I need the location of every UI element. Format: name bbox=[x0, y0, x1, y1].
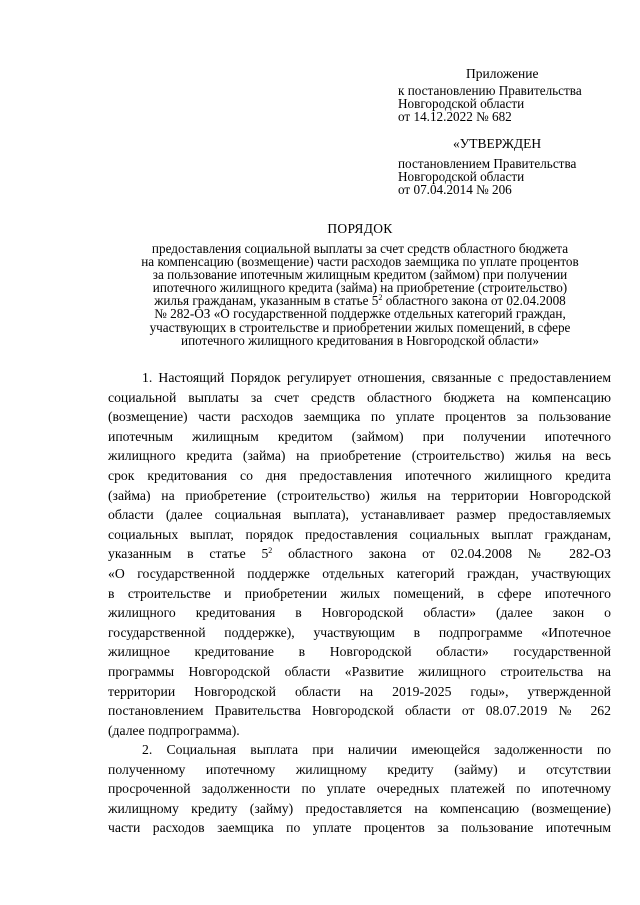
paragraph-line bbox=[108, 544, 611, 564]
decree-line: от 14.12.2022 № 682 bbox=[398, 109, 512, 124]
decree-line: к постановлению Правительства bbox=[398, 83, 582, 98]
subtitle-line: № 282-ОЗ «О государственной поддержке отдельных категорий граждан, bbox=[154, 306, 566, 322]
paragraph-line: территории Новгородской области на 2019-2025 годы», утвержденной bbox=[108, 683, 611, 699]
paragraph-line: социальных выплат, порядок предоставления социальных выплат гражданам, bbox=[108, 526, 611, 542]
paragraph-line: жилищного кредитования в Новгородской области» (далее закон о bbox=[108, 605, 611, 621]
subtitle-line: участвующих в строительстве и приобретении жилых помещений, в сфере bbox=[149, 319, 571, 335]
superscript: 2 bbox=[378, 293, 383, 303]
subtitle-text: областного закона от 02.04.2008 bbox=[382, 293, 566, 309]
document-title: ПОРЯДОК bbox=[327, 221, 393, 236]
paragraph-line: (далее подпрограмма). bbox=[108, 722, 240, 738]
paragraph-line: жилищное кредитование в Новгородской области» государственной bbox=[108, 644, 611, 660]
paragraph-line: 2. Социальная выплата при наличии имеющейся задолженности по bbox=[142, 742, 611, 757]
subtitle-line: ипотечного жилищного кредитования в Новгородской области» bbox=[181, 332, 539, 348]
approved-line: от 07.04.2014 № 206 bbox=[398, 182, 512, 197]
paragraph-line: (возмещение) части расходов заемщика по уплате процентов за пользование bbox=[108, 409, 611, 425]
paragraph-line: государственной поддержке), участвующим в подпрограмме «Ипотечное bbox=[108, 624, 611, 640]
subtitle-line: на компенсацию (возмещение) части расходов заемщика по уплате процентов bbox=[141, 254, 579, 270]
paragraph-line: ипотечным жилищным кредитом (займом) при получении ипотечного bbox=[108, 428, 611, 444]
approved-line: постановлением Правительства bbox=[398, 156, 577, 171]
paragraph-line: полученному ипотечному жилищному кредиту (займу) и отсутствии bbox=[108, 761, 611, 777]
approved-label: «УТВЕРЖДЕН bbox=[453, 136, 542, 151]
paragraph-2 bbox=[108, 740, 611, 838]
paragraph-line: в строительстве и приобретении жилых помещений, в сфере ипотечного bbox=[108, 585, 611, 601]
paragraph-text: указанным в статье 5 bbox=[108, 546, 269, 562]
paragraph-line: жилищному кредиту (займу) предоставляется на компенсацию (возмещение) bbox=[108, 800, 611, 816]
decree-reference bbox=[398, 84, 582, 123]
paragraph-line: жилищного кредита (займа) на приобретение (строительство) жилья на весь bbox=[108, 448, 611, 464]
document-subtitle bbox=[110, 242, 610, 347]
paragraph-1 bbox=[108, 368, 611, 740]
paragraph-line: просроченной задолженности по уплате очередных платежей по ипотечному bbox=[108, 781, 611, 797]
paragraph-line: срок кредитования со дня предоставления ипотечного жилищного кредита bbox=[108, 467, 611, 483]
subtitle-line: ипотечного жилищного кредита (займа) на приобретение (строительство) bbox=[152, 280, 568, 296]
superscript: 2 bbox=[268, 546, 273, 556]
subtitle-text: жилья гражданам, указанным в статье 5 bbox=[154, 293, 379, 309]
approved-reference bbox=[398, 157, 576, 196]
decree-line: Новгородской области bbox=[398, 96, 525, 111]
subtitle-line: за пользование ипотечным жилищным кредитом (займом) при получении bbox=[152, 267, 568, 283]
paragraph-line: 1. Настоящий Порядок регулирует отношения, связанные с предоставлением bbox=[142, 370, 611, 385]
paragraph-text: областного закона от 02.04.2008 № 282-ОЗ bbox=[272, 546, 611, 562]
paragraph-line: части расходов заемщика по уплате процентов за пользование ипотечным bbox=[108, 820, 611, 836]
paragraph-line: социальной выплаты за счет средств областного бюджета на компенсацию bbox=[108, 389, 611, 405]
approved-line: Новгородской области bbox=[398, 169, 525, 184]
paragraph-line: (займа) на приобретение (строительство) жилья на территории Новгородской bbox=[108, 487, 611, 503]
paragraph-line: области (далее социальная выплата), устанавливает размер предоставляемых bbox=[108, 507, 611, 523]
subtitle-line: предоставления социальной выплаты за счет средств областного бюджета bbox=[151, 241, 569, 256]
appendix-label: Приложение bbox=[466, 66, 539, 81]
paragraph-line: программы Новгородской области «Развитие жилищного строительства на bbox=[108, 663, 611, 679]
paragraph-line: постановлением Правительства Новгородской области от 08.07.2019 № 262 bbox=[108, 703, 611, 719]
paragraph-line: «О государственной поддержке отдельных категорий граждан, участвующих bbox=[108, 565, 611, 581]
